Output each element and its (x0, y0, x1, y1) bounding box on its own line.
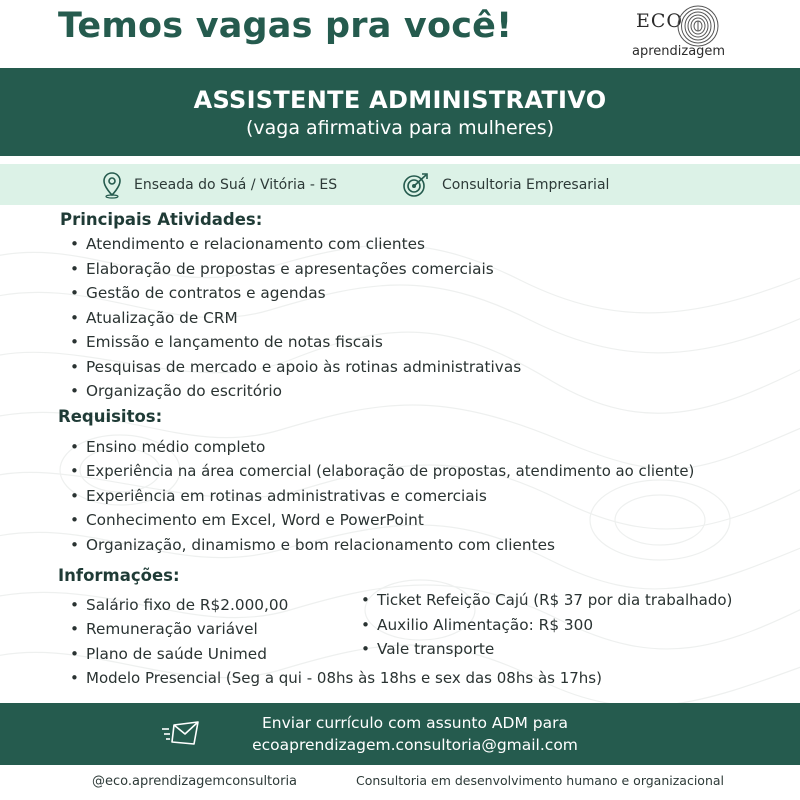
job-title: ASSISTENTE ADMINISTRATIVO (193, 86, 607, 114)
sector-info (402, 164, 609, 205)
activity-item: • Pesquisas de mercado e apoio às rotinas administrativas (86, 358, 521, 376)
headline: Temos vagas pra você! (58, 6, 513, 46)
information-title: Informações: (58, 566, 180, 585)
benefit-item: • Modelo Presencial (Seg a qui - 08hs às 18hs e sex das 08hs às 17hs) (86, 669, 602, 687)
job-title-band (0, 68, 800, 156)
social-handle[interactable]: @eco.aprendizagemconsultoria (92, 774, 298, 789)
logo-top-text: ECO (636, 10, 683, 32)
job-subtitle: (vaga afirmativa para mulheres) (245, 117, 555, 139)
requirement-item: • Conhecimento em Excel, Word e PowerPoint (86, 511, 424, 529)
activity-item: • Organização do escritório (86, 382, 282, 400)
info-bar (0, 164, 800, 205)
activity-item: • Atendimento e relacionamento com clientes (86, 235, 425, 253)
sector-text: Consultoria Empresarial (442, 176, 610, 193)
fingerprint-icon (676, 4, 720, 48)
location-text: Enseada do Suá / Vitória - ES (134, 176, 338, 193)
benefit-item: • Remuneração variável (86, 620, 258, 638)
cta-instruction: Enviar currículo com assunto ADM para (262, 714, 568, 732)
activity-item: • Elaboração de propostas e apresentações comerciais (86, 260, 494, 278)
cta-band (0, 703, 800, 765)
footer (0, 765, 800, 800)
company-logo (628, 2, 728, 64)
benefit-item: • Auxilio Alimentação: R$ 300 (377, 616, 593, 634)
activities-title: Principais Atividades: (60, 210, 263, 229)
benefit-item: • Salário fixo de R$2.000,00 (86, 596, 288, 614)
target-icon (402, 171, 430, 199)
benefit-item: • Ticket Refeição Cajú (R$ 37 por dia trabalhado) (377, 591, 732, 609)
requirement-item: • Organização, dinamismo e bom relacionamento com clientes (86, 536, 555, 554)
location-pin-icon (102, 171, 122, 199)
cta-email-link[interactable]: ecoaprendizagem.consultoria@gmail.com (252, 736, 578, 754)
location-info (102, 164, 337, 205)
header (0, 0, 800, 68)
requirement-item: • Experiência em rotinas administrativas e comerciais (86, 487, 487, 505)
requirement-item: • Ensino médio completo (86, 438, 265, 456)
benefit-item: • Plano de saúde Unimed (86, 645, 267, 663)
requirements-title: Requisitos: (58, 407, 163, 426)
activity-item: • Emissão e lançamento de notas fiscais (86, 333, 383, 351)
logo-bottom-text: aprendizagem (632, 44, 726, 59)
benefit-item: • Vale transporte (377, 640, 494, 658)
activity-item: • Atualização de CRM (86, 309, 238, 327)
requirement-item: • Experiência na área comercial (elaboração de propostas, atendimento ao cliente) (86, 462, 694, 480)
footer-tagline: Consultoria em desenvolvimento humano e organizacional (356, 773, 725, 788)
activity-item: • Gestão de contratos e agendas (86, 284, 326, 302)
